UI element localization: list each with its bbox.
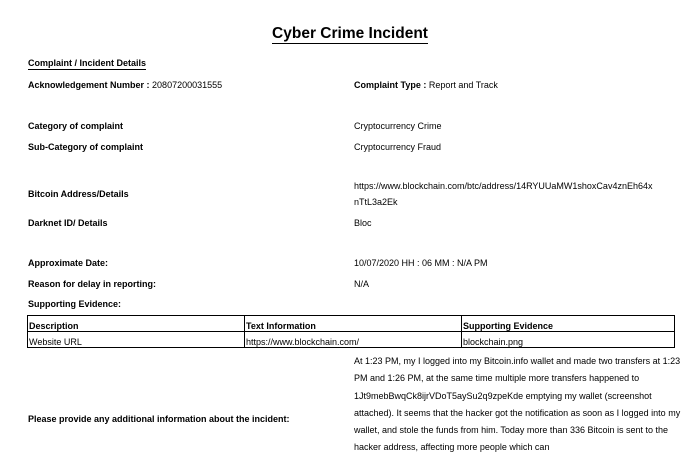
sub-category-value: Cryptocurrency Fraud	[354, 142, 442, 152]
document-title	[0, 25, 700, 43]
bitcoin-value-line2: nTtL3a2Ek	[354, 197, 398, 207]
darknet-label: Darknet ID/ Details	[28, 218, 108, 228]
ack-number-row	[28, 80, 222, 90]
table-row	[28, 332, 675, 348]
bitcoin-value-line1: https://www.blockchain.com/btc/address/14RYUUaMW1shoxCav4znEh64x	[354, 181, 653, 191]
category-value: Cryptocurrency Crime	[354, 121, 442, 131]
darknet-value: Bloc	[354, 218, 372, 228]
delay-label: Reason for delay in reporting:	[28, 279, 157, 289]
evidence-cell-supporting-evidence: blockchain.png	[462, 332, 675, 348]
additional-info-label: Please provide any additional information about the incident:	[28, 414, 290, 424]
category-label: Category of complaint	[28, 121, 124, 131]
evidence-cell-description: Website URL	[28, 332, 245, 348]
approx-date-label: Approximate Date:	[28, 258, 109, 268]
ack-number-value: 20807200031555	[152, 80, 223, 90]
section-heading: Complaint / Incident Details	[28, 58, 147, 68]
evidence-header-supporting-evidence: Supporting Evidence	[462, 316, 675, 332]
delay-value: N/A	[354, 279, 370, 289]
approx-date-value: 10/07/2020 HH : 06 MM : N/A PM	[354, 258, 488, 268]
evidence-table-header-row	[28, 316, 675, 332]
sub-category-label: Sub-Category of complaint	[28, 142, 144, 152]
additional-info-text: At 1:23 PM, my I logged into my Bitcoin.info wallet and made two transfers at 1:23 PM and 1:26 PM, at the same time multiple more transfers happened to 1Jt9mebBwqCk8ijrVDoT5aySu2q9zpeKde emptying my wallet (screenshot attached). It seems that the hacker got the notification as soon as I logged into my wallet, and stole the funds from him. Today more than 336 Bitcoin is sent to the hacker address, affecting more people which can	[354, 356, 681, 453]
complaint-type-value: Report and Track	[428, 80, 498, 90]
evidence-header-description: Description	[28, 316, 245, 332]
evidence-table	[27, 315, 675, 348]
supporting-evidence-label: Supporting Evidence:	[28, 299, 122, 309]
evidence-header-text-information: Text Information	[245, 316, 462, 332]
evidence-cell-text-information: https://www.blockchain.com/	[245, 332, 462, 348]
complaint-type-label: Complaint Type :	[354, 80, 427, 90]
bitcoin-label: Bitcoin Address/Details	[28, 189, 129, 199]
complaint-type-row	[354, 80, 498, 90]
document-title-text: Cyber Crime Incident	[272, 25, 428, 42]
ack-number-label: Acknowledgement Number :	[28, 80, 150, 90]
